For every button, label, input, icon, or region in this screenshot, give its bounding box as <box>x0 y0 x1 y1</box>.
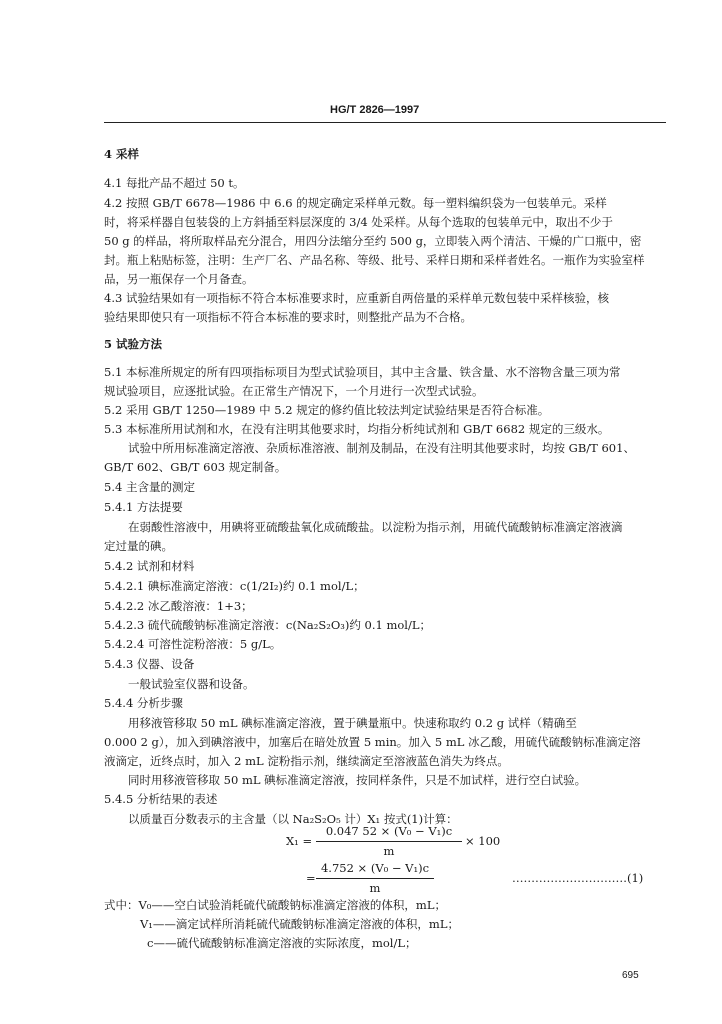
clause-5-4: 5.4 主含量的测定 <box>104 480 195 494</box>
formula-denominator-2: m <box>369 881 381 895</box>
clause-4-1: 4.1 每批产品不超过 50 t。 <box>104 176 245 190</box>
fraction-bar-2 <box>316 878 434 879</box>
where-line-1: 式中：V₀——空白试验消耗硫代硫酸钠标准滴定溶液的体积，mL； <box>104 898 446 912</box>
formula-times-100: × 100 <box>465 834 501 848</box>
clause-5-3-line1: 5.3 本标准所用试剂和水，在没有注明其他要求时，均指分析纯试剂和 GB/T 6682 规定的三级水。 <box>104 422 610 436</box>
clause-5-4-2-2: 5.4.2.2 冰乙酸溶液：1+3； <box>104 599 253 613</box>
clause-5-1-line2: 规试验项目，应逐批试验。在正常生产情况下，一个月进行一次型式试验。 <box>104 384 484 398</box>
clause-4-2-line1: 4.2 按照 GB/T 6678—1986 中 6.6 的规定确定采样单元数。每一塑料编织袋为一包装单元。采样 <box>104 196 607 210</box>
equation-number: …………………………(1) <box>512 871 644 885</box>
header-rule <box>104 122 666 123</box>
clause-4-2-line5: 品，另一瓶保存一个月备查。 <box>104 272 254 286</box>
clause-4-2-line2: 时，将采样器自包装袋的上方斜插至料层深度的 3/4 处采样。从每个选取的包装单元中，取出不少于 <box>104 215 613 229</box>
clause-5-1-line1: 5.1 本标准所规定的所有四项指标项目为型式试验项目，其中主含量、铁含量、水不溶物含量三项为常 <box>104 365 621 379</box>
formula-numerator-2: 4.752 × (V₀ − V₁)c <box>320 861 430 875</box>
fraction-bar-1 <box>316 841 462 842</box>
standard-code: HG/T 2826—1997 <box>330 104 420 116</box>
clause-5-3-line2: 试验中所用标准滴定溶液、杂质标准溶液、制剂及制品，在没有注明其他要求时，均按 GB/T 601、 <box>128 441 635 455</box>
clause-4-2-line4: 封。瓶上粘贴标签，注明：生产厂名、产品名称、等级、批号、采样日期和采样者姓名。一瓶作为实验室样 <box>104 253 645 267</box>
clause-5-4-4-text4: 同时用移液管移取 50 mL 碘标准滴定溶液，按同样条件，只是不加试样，进行空白试验。 <box>128 773 587 787</box>
clause-5-4-1: 5.4.1 方法提要 <box>104 500 183 514</box>
page-number: 695 <box>622 970 639 981</box>
clause-5-4-5-text: 以质量百分数表示的主含量（以 Na₂S₂O₅ 计）X₁ 按式(1)计算： <box>128 812 458 826</box>
clause-5-4-4-text1: 用移液管移取 50 mL 碘标准滴定溶液，置于碘量瓶中。快速称取约 0.2 g 试样（精确至 <box>128 716 577 730</box>
clause-5-4-4-text2: 0.000 2 g），加入到碘溶液中，加塞后在暗处放置 5 min。加入 5 mL 冰乙酸，用硫代硫酸钠标准滴定溶 <box>104 735 641 749</box>
clause-5-4-2-1: 5.4.2.1 碘标准滴定溶液：c(1/2I₂)约 0.1 mol/L； <box>104 579 365 593</box>
formula-lhs: X₁ = <box>286 834 313 848</box>
where-line-3: c——硫代硫酸钠标准滴定溶液的实际浓度，mol/L； <box>147 936 417 950</box>
clause-4-2-line3: 50 g 的样品，将所取样品充分混合，用四分法缩分至约 500 g，立即装入两个清洁、干燥的广口瓶中，密 <box>104 234 642 248</box>
clause-4-3-line2: 验结果即使只有一项指标不符合本标准的要求时，则整批产品为不合格。 <box>104 310 472 324</box>
clause-5-4-5: 5.4.5 分析结果的表述 <box>104 792 218 806</box>
clause-5-4-1-text1: 在弱酸性溶液中，用碘将亚硫酸盐氧化成硫酸盐。以淀粉为指示剂，用硫代硫酸钠标准滴定溶液滴 <box>128 520 623 534</box>
where-line-2: V₁——滴定试样所消耗硫代硫酸钠标准滴定溶液的体积，mL； <box>140 917 459 931</box>
clause-5-2: 5.2 采用 GB/T 1250—1989 中 5.2 规定的修约值比较法判定试验结果是否符合标准。 <box>104 403 550 417</box>
clause-5-4-3: 5.4.3 仪器、设备 <box>104 657 195 671</box>
clause-5-4-1-text2: 定过量的碘。 <box>104 539 173 553</box>
clause-5-4-4-text3: 液滴定，近终点时，加入 2 mL 淀粉指示剂，继续滴定至溶液蓝色消失为终点。 <box>104 754 509 768</box>
formula-denominator-1: m <box>383 844 395 858</box>
clause-5-4-3-text: 一般试验室仪器和设备。 <box>128 677 255 691</box>
clause-4-3-line1: 4.3 试验结果如有一项指标不符合本标准要求时，应重新自两倍量的采样单元数包装中采样核验，核 <box>104 291 609 305</box>
clause-5-4-4: 5.4.4 分析步骤 <box>104 696 183 710</box>
section-4-title: 4 采样 <box>104 147 140 161</box>
clause-5-3-line3: GB/T 602、GB/T 603 规定制备。 <box>104 460 287 474</box>
formula-numerator-1: 0.047 52 × (V₀ − V₁)c <box>325 824 453 838</box>
formula-equals-2: = <box>306 871 316 885</box>
clause-5-4-2-3: 5.4.2.3 硫代硫酸钠标准滴定溶液：c(Na₂S₂O₃)约 0.1 mol/L； <box>104 618 431 632</box>
clause-5-4-2-4: 5.4.2.4 可溶性淀粉溶液：5 g/L。 <box>104 637 282 651</box>
clause-5-4-2: 5.4.2 试剂和材料 <box>104 559 195 573</box>
section-5-title: 5 试验方法 <box>104 337 163 351</box>
